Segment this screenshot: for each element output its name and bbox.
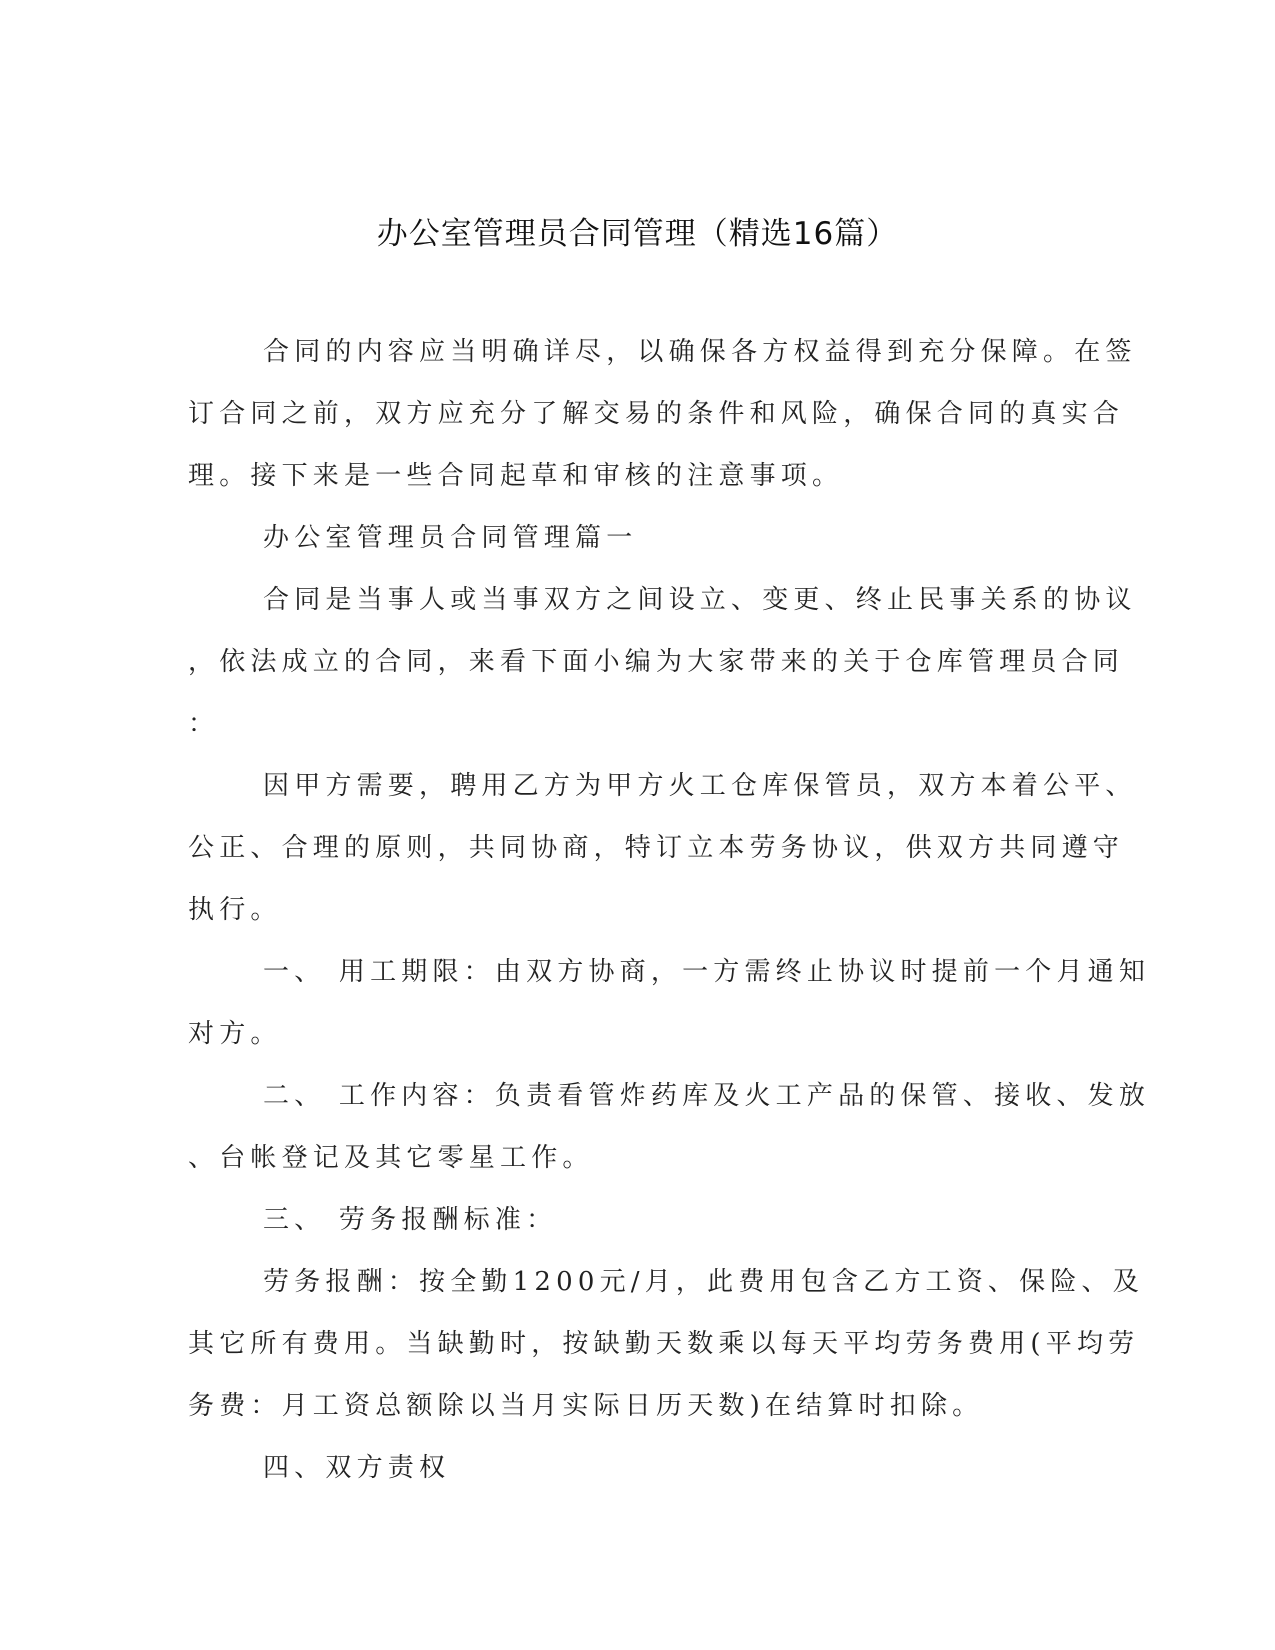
text-line: 二、 工作内容：负责看管炸药库及火工产品的保管、接收、发放 [263, 1081, 1151, 1111]
text-line: 务费：月工资总额除以当月实际日历天数)在结算时扣除。 [188, 1391, 984, 1421]
text-line: 一、 用工期限：由双方协商，一方需终止协议时提前一个月通知 [263, 957, 1151, 987]
text-line: 执行。 [188, 895, 282, 925]
text-line: 对方。 [188, 1019, 282, 1049]
text-line: ，依法成立的合同，来看下面小编为大家带来的关于仓库管理员合同 [188, 647, 1125, 677]
document-body [188, 330, 1151, 1508]
text-line: 、台帐登记及其它零星工作。 [188, 1143, 594, 1173]
text-line: 公正、合理的原则，共同协商，特订立本劳务协议，供双方共同遵守 [188, 833, 1125, 863]
text-line: 合同是当事人或当事双方之间设立、变更、终止民事关系的协议 [263, 585, 1137, 615]
text-line: 劳务报酬：按全勤1200元/月，此费用包含乙方工资、保险、及 [263, 1267, 1144, 1297]
text-line: ： [188, 709, 220, 739]
text-line: 三、 劳务报酬标准： [263, 1205, 558, 1235]
text-line: 订合同之前，双方应充分了解交易的条件和风险，确保合同的真实合 [188, 399, 1125, 429]
text-line: 四、双方责权 [263, 1453, 451, 1483]
section-heading: 办公室管理员合同管理篇一 [263, 523, 638, 553]
text-line: 因甲方需要，聘用乙方为甲方火工仓库保管员，双方本着公平、 [263, 771, 1137, 801]
document-title: 办公室管理员合同管理（精选16篇） [376, 216, 899, 252]
text-line: 其它所有费用。当缺勤时，按缺勤天数乘以每天平均劳务费用(平均劳 [188, 1329, 1140, 1359]
text-line: 理。接下来是一些合同起草和审核的注意事项。 [188, 461, 844, 491]
text-line: 合同的内容应当明确详尽，以确保各方权益得到充分保障。在签 [263, 337, 1137, 367]
